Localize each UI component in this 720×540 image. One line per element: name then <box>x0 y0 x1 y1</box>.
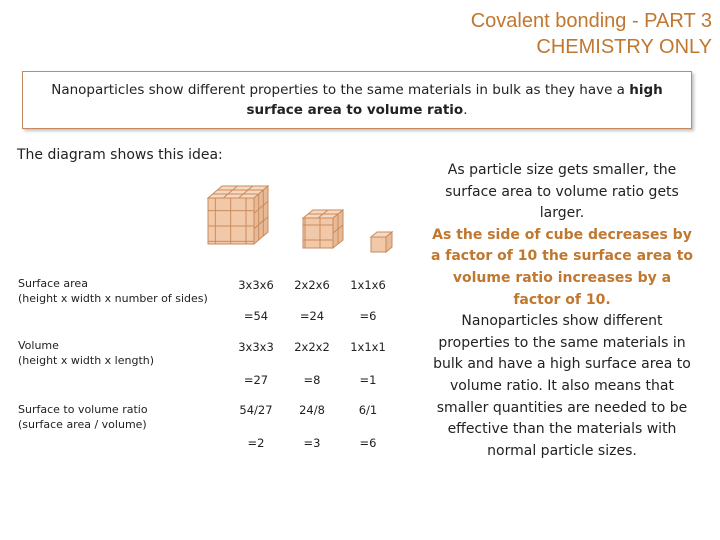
title-line-2: CHEMISTRY ONLY <box>536 36 712 58</box>
cube-small-icon <box>371 232 392 252</box>
page-title <box>471 8 712 60</box>
callout-text <box>31 80 683 120</box>
cube-medium-icon <box>303 210 343 248</box>
table-cell: 3x3x6 <box>238 278 274 292</box>
table-cell: 6/1 <box>358 403 378 417</box>
intro-text: The diagram shows this idea: <box>17 147 223 163</box>
table-cell: =27 <box>243 373 269 387</box>
table-cell: 1x1x1 <box>350 340 386 354</box>
table-cell: =6 <box>359 309 377 323</box>
callout-text-plain: Nanoparticles show different properties to the same materials in bulk as they have a <box>51 82 630 98</box>
table-cell: 1x1x6 <box>350 278 386 292</box>
table-cell: =24 <box>299 309 325 323</box>
row-label-title: Surface area <box>18 277 88 290</box>
explanation-p3: Nanoparticles show different properties to the same materials in bulk and have a high surface area to volume ratio. It also means that smaller quantities are needed to be effective than the materials with normal particle sizes. <box>433 313 691 459</box>
row-label-subtitle: (height x width x length) <box>18 354 155 367</box>
row-label-ratio <box>18 402 148 432</box>
row-label-title: Surface to volume ratio <box>18 403 148 416</box>
table-cell: 2x2x2 <box>294 340 330 354</box>
explanation-p2: As the side of cube decreases by a factor of 10 the surface area to volume ratio increases by a factor of 10. <box>430 226 694 308</box>
explanation-p1: As particle size gets smaller, the surface area to volume ratio gets larger. <box>445 162 679 222</box>
table-cell: =6 <box>359 436 377 450</box>
table-cell: =1 <box>359 373 377 387</box>
row-label-title: Volume <box>18 339 59 352</box>
table-cell: 2x2x6 <box>294 278 330 292</box>
table-cell: =3 <box>303 436 321 450</box>
row-label-volume <box>18 338 154 368</box>
table-cell: =8 <box>303 373 321 387</box>
table-cell: =54 <box>243 309 269 323</box>
title-line-1: Covalent bonding - PART 3 <box>470 10 712 32</box>
table-cell: 54/27 <box>239 403 273 417</box>
callout-box <box>22 71 692 129</box>
cubes-illustration <box>200 180 410 260</box>
table-cell: =2 <box>247 436 265 450</box>
row-label-subtitle: (surface area / volume) <box>18 418 147 431</box>
table-cell: 3x3x3 <box>238 340 274 354</box>
callout-text-end: . <box>463 102 468 118</box>
callout-text-bold: high surface area to volume ratio <box>246 82 663 118</box>
table-cell: 24/8 <box>299 403 325 417</box>
row-label-surface-area <box>18 276 208 306</box>
row-label-subtitle: (height x width x number of sides) <box>18 292 208 305</box>
explanation-text <box>428 160 696 462</box>
cube-large-icon <box>208 186 268 244</box>
